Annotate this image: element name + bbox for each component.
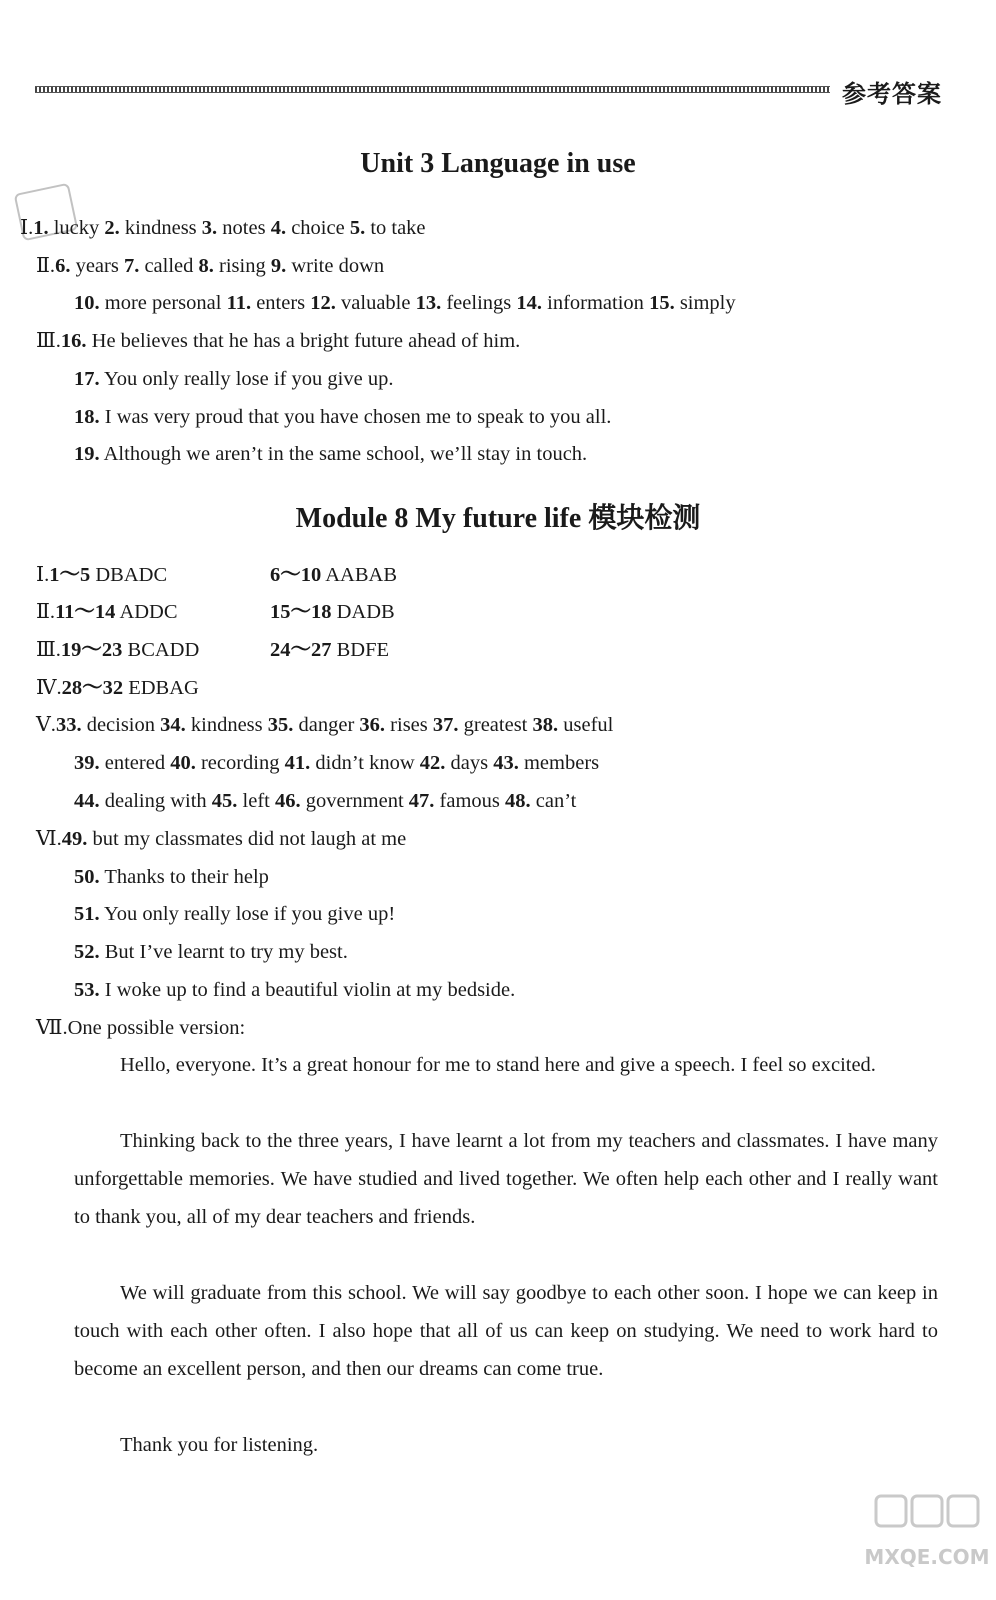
choice-row: Ⅱ.11～14 ADDC	[36, 601, 178, 623]
unit-title: Unit 3 Language in use	[360, 148, 636, 179]
unit-section-3-item: 19. Although we aren’t in the same school, we’ll stay in touch.	[74, 443, 588, 465]
section-6-item: 51. You only really lose if you give up!	[74, 903, 396, 925]
section-7-intro: Ⅶ.One possible version:	[36, 1017, 246, 1039]
section-6-item: 53. I woke up to find a beautiful violin at my bedside.	[74, 979, 516, 1001]
unit-section-3-item: Ⅲ.16. He believes that he has a bright future ahead of him.	[36, 330, 521, 352]
choice-row-second: 24～27 BDFE	[270, 639, 390, 661]
choice-row: Ⅲ.19～23 BCADD	[36, 639, 200, 661]
section-5-row: Ⅴ.33. decision 34. kindness 35. danger 36. rises 37. greatest 38. useful	[36, 714, 614, 736]
essay-paragraph: Thinking back to the three years, I have learnt a lot from my teachers and classmates. I have many unforgettable memories. We have studied and lived together. We often help each other and I really want to thank you, all of my dear teachers and friends.	[74, 1130, 938, 1228]
module-title: Module 8 My future life 模块检测	[295, 503, 701, 534]
essay-paragraph: Hello, everyone. It’s a great honour for me to stand here and give a speech. I feel so excited.	[120, 1054, 876, 1076]
essay-paragraph: Thank you for listening.	[120, 1434, 319, 1456]
section-5-row: 44. dealing with 45. left 46. government 47. famous 48. can’t	[74, 790, 577, 812]
choice-row-second: 15～18 DADB	[270, 601, 395, 623]
unit-section-3-item: 17. You only really lose if you give up.	[74, 368, 394, 390]
section-6-item: 50. Thanks to their help	[74, 866, 269, 888]
unit-section-2-continued: 10. more personal 11. enters 12. valuable 13. feelings 14. information 15. simply	[74, 292, 736, 314]
unit-section-3-item: 18. I was very proud that you have chosen me to speak to you all.	[74, 406, 612, 428]
header-label: 参考答案	[842, 80, 942, 108]
section-5-row: 39. entered 40. recording 41. didn’t know 42. days 43. members	[74, 752, 600, 774]
svg-text:MXQE.COM: MXQE.COM	[864, 1545, 990, 1569]
section-6-item: Ⅵ.49. but my classmates did not laugh at me	[36, 828, 407, 850]
choice-row: Ⅰ.1～5 DBADC	[36, 564, 168, 586]
choice-row-second: 6～10 AABAB	[270, 564, 398, 586]
watermark-logo	[864, 1490, 990, 1580]
section-6-item: 52. But I’ve learnt to try my best.	[74, 941, 348, 963]
unit-section-2: Ⅱ.6. years 7. called 8. rising 9. write down	[36, 255, 385, 277]
choice-row: Ⅳ.28～32 EDBAG	[36, 677, 199, 699]
unit-section-1: Ⅰ.1. lucky 2. kindness 3. notes 4. choice 5. to take	[20, 217, 426, 239]
essay-paragraph: We will graduate from this school. We will say goodbye to each other soon. I hope we can keep in touch with each other often. I also hope that all of us can keep on studying. We need to work hard to become an excellent person, and then our dreams can come true.	[74, 1282, 938, 1380]
header-rule	[35, 86, 830, 93]
